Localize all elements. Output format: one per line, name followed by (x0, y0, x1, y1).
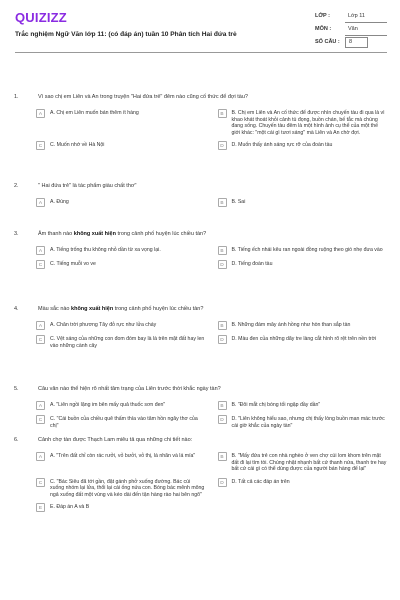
question-1 (14, 94, 387, 150)
question-count-value: 8 (345, 37, 368, 48)
answer-checkbox[interactable]: B (218, 452, 227, 461)
question-3 (14, 231, 387, 269)
answer-option-b[interactable] (218, 321, 388, 330)
answer-text: A. "Liên ngồi lặng im bên mấy quả thuốc sơn đen" (50, 402, 166, 409)
answer-text: A. Đúng (50, 199, 69, 206)
answer-text: D. "Liên không hiểu sao, nhưng chị thấy lòng buồn man mác trước cái giờ khắc của ngày tàn" (231, 416, 385, 429)
answer-text: D. Muốn thấy ánh sáng rực rỡ của đoàn tàu (231, 142, 333, 149)
quizizz-logo: QUIZIZZ (15, 10, 67, 25)
question-2 (14, 183, 387, 207)
answer-checkbox[interactable]: A (36, 401, 45, 410)
worksheet-title: Trắc nghiệm Ngữ Văn lớp 11: (có đáp án) tuần 10 Phân tích Hai đứa trẻ (15, 31, 237, 38)
answer-checkbox[interactable]: C (36, 415, 45, 424)
answer-checkbox[interactable]: D (218, 415, 227, 424)
answer-options (36, 198, 387, 207)
answer-text: A. "Trên đất chỉ còn rác rưởi, vỏ bưởi, vỏ thị, lá nhãn và lá mía" (50, 453, 196, 460)
answer-checkbox[interactable]: B (218, 401, 227, 410)
answer-text: A. Chân trời phương Tây đỏ rực như lửa cháy (50, 322, 157, 329)
answer-option-c[interactable] (36, 415, 206, 429)
answer-option-a[interactable] (36, 198, 206, 207)
answer-text: D. Tất cả các đáp án trên (231, 478, 290, 485)
answer-checkbox[interactable]: C (36, 141, 45, 150)
answer-text: A. Chị em Liên muốn bán thêm ít hàng (50, 110, 139, 117)
answer-checkbox[interactable]: A (36, 321, 45, 330)
answer-options (36, 321, 387, 349)
answer-checkbox[interactable]: B (218, 246, 227, 255)
answer-option-d[interactable] (218, 335, 388, 349)
answer-text: D. Màu đen của những dãy tre làng cắt hình rõ rệt trên nền trời (231, 336, 377, 343)
answer-text: D. Tiếng đoàn tàu (231, 261, 273, 268)
question-5 (14, 386, 387, 429)
question-4 (14, 306, 387, 349)
answer-options (36, 246, 387, 269)
answer-text: B. "Mấy đứa trẻ con nhà nghèo ở ven chợ cúi lom khom trên mặt đất đi lại tìm tòi. Chúng nhặt nhạnh bất cứ thanh nứa, thanh tre hay bất cứ cái gì có thể dùng được của người bán hàng để lại" (231, 453, 387, 473)
answer-checkbox[interactable]: D (218, 335, 227, 344)
question-number: 1. (14, 94, 19, 100)
class-label: LỚP : (315, 13, 330, 19)
answer-checkbox[interactable]: B (218, 321, 227, 330)
question-text-part: Âm thanh nào (38, 231, 74, 237)
answer-text: A. Tiếng trống thu không nhỏ dần từ xa vọng lại. (50, 247, 161, 254)
answer-option-a[interactable] (36, 109, 206, 136)
question-text-part: trong cảnh phố huyện lúc chiều tàn? (113, 306, 204, 312)
question-count-label: SỐ CÂU : (315, 39, 340, 45)
answer-option-d[interactable] (218, 141, 388, 150)
answer-checkbox[interactable]: A (36, 198, 45, 207)
answer-option-d[interactable] (218, 478, 388, 499)
question-text-part: Màu sắc nào (38, 306, 72, 312)
answer-checkbox[interactable]: A (36, 109, 45, 118)
question-number: 2. (14, 183, 19, 189)
question-text: Vì sao chị em Liên và An trong truyện "Hai đứa trẻ" đêm nào cũng cố thức để đợi tàu? (38, 94, 248, 100)
answer-checkbox[interactable]: C (36, 260, 45, 269)
answer-checkbox[interactable]: A (36, 452, 45, 461)
answer-option-e[interactable] (36, 503, 387, 512)
question-6 (14, 437, 387, 512)
answer-text: E. Đáp án A và B (50, 504, 90, 511)
worksheet-meta (315, 10, 387, 48)
answer-text: B. Sai (231, 199, 246, 206)
question-text: " Hai đứa trẻ" là tác phẩm giàu chất thơ" (38, 183, 137, 189)
answer-option-b[interactable] (218, 246, 388, 255)
answer-checkbox[interactable]: D (218, 478, 227, 487)
answer-options (36, 452, 387, 512)
answer-option-a[interactable] (36, 246, 206, 255)
answer-text: B. "Đôi mắt chị bóng tối ngập đầy dần" (231, 402, 321, 409)
question-text (38, 231, 387, 238)
answer-option-d[interactable] (218, 415, 388, 429)
answer-option-c[interactable] (36, 478, 206, 499)
answer-option-b[interactable] (218, 401, 388, 410)
question-text: Câu văn nào thể hiện rõ nhất tâm trạng của Liên trước thời khắc ngày tàn? (38, 386, 221, 392)
question-number: 3. (14, 231, 19, 237)
header-divider (15, 52, 387, 53)
answer-text: B. Những đám mây ánh hồng như hòn than sắp tàn (231, 322, 351, 329)
subject-label: MÔN : (315, 26, 332, 32)
answer-options (36, 109, 387, 150)
answer-option-c[interactable] (36, 260, 206, 269)
worksheet-header (15, 10, 387, 48)
answer-option-d[interactable] (218, 260, 388, 269)
answer-text: B. Tiếng ếch nhái kêu ran ngoài đồng ruộng theo gió nhẹ đưa vào (231, 247, 383, 254)
answer-text: C. Muốn nhớ về Hà Nội (50, 142, 105, 149)
answer-option-b[interactable] (218, 109, 388, 136)
answer-text: C. Vệt sáng của những con đom đóm bay là là trên mặt đất hay len vào những cành cây (50, 336, 205, 349)
question-number: 6. (14, 437, 19, 443)
answer-option-c[interactable] (36, 141, 206, 150)
question-number: 5. (14, 386, 19, 392)
question-emphasis: không xuất hiện (73, 231, 116, 237)
answer-option-b[interactable] (218, 198, 388, 207)
answer-option-b[interactable] (218, 452, 388, 473)
answer-checkbox[interactable]: A (36, 246, 45, 255)
answer-option-c[interactable] (36, 335, 206, 349)
class-value: Lớp 11 (345, 10, 387, 23)
answer-checkbox[interactable]: B (218, 198, 227, 207)
question-text-part: trong cảnh phố huyện lúc chiều tàn? (115, 231, 207, 237)
answer-checkbox[interactable]: E (36, 503, 45, 512)
answer-text: C. "Cái buồn của chiều quê thấm thía vào tâm hồn ngây thơ của chị" (50, 416, 198, 429)
answer-option-a[interactable] (36, 401, 206, 410)
answer-checkbox[interactable]: D (218, 141, 227, 150)
question-text (38, 306, 387, 313)
question-number: 4. (14, 306, 19, 312)
answer-checkbox[interactable]: B (218, 109, 227, 118)
answer-text: C. Tiếng muỗi vo ve (50, 261, 96, 268)
answer-text: B. Chị em Liên và An cố thức để được nhìn chuyến tàu đi qua là vì khao khát thoát khỏi cảnh tù đọng, buồn chán, bế tắc mà chúng đang sống. Chuyến tàu đêm là một hình ảnh cụ thể của một thế giới khác: "một cái gì tươi sáng" mà Liên và An chờ đợi. (231, 110, 385, 136)
answer-checkbox[interactable]: C (36, 335, 45, 344)
answer-checkbox[interactable]: C (36, 478, 45, 487)
answer-text: C. "Bác Siêu đã tới gần, đặt gánh phở xuống đường. Bác cúi xuống nhóm lại lửa, thổi lại cái ống nứa con. Bóng bác mênh mông ngả xuống đất một vùng và kéo dài đến tận hàng rào hai bên ngõ" (50, 478, 205, 498)
answer-option-a[interactable] (36, 321, 206, 330)
question-text: Cảnh chợ tàn được Thạch Lam miêu tả qua những chi tiết nào: (38, 437, 193, 443)
answer-option-a[interactable] (36, 452, 206, 473)
question-emphasis: không xuất hiện (71, 306, 114, 312)
subject-value: Văn (345, 23, 387, 36)
answer-checkbox[interactable]: D (218, 260, 227, 269)
answer-options (36, 401, 387, 429)
